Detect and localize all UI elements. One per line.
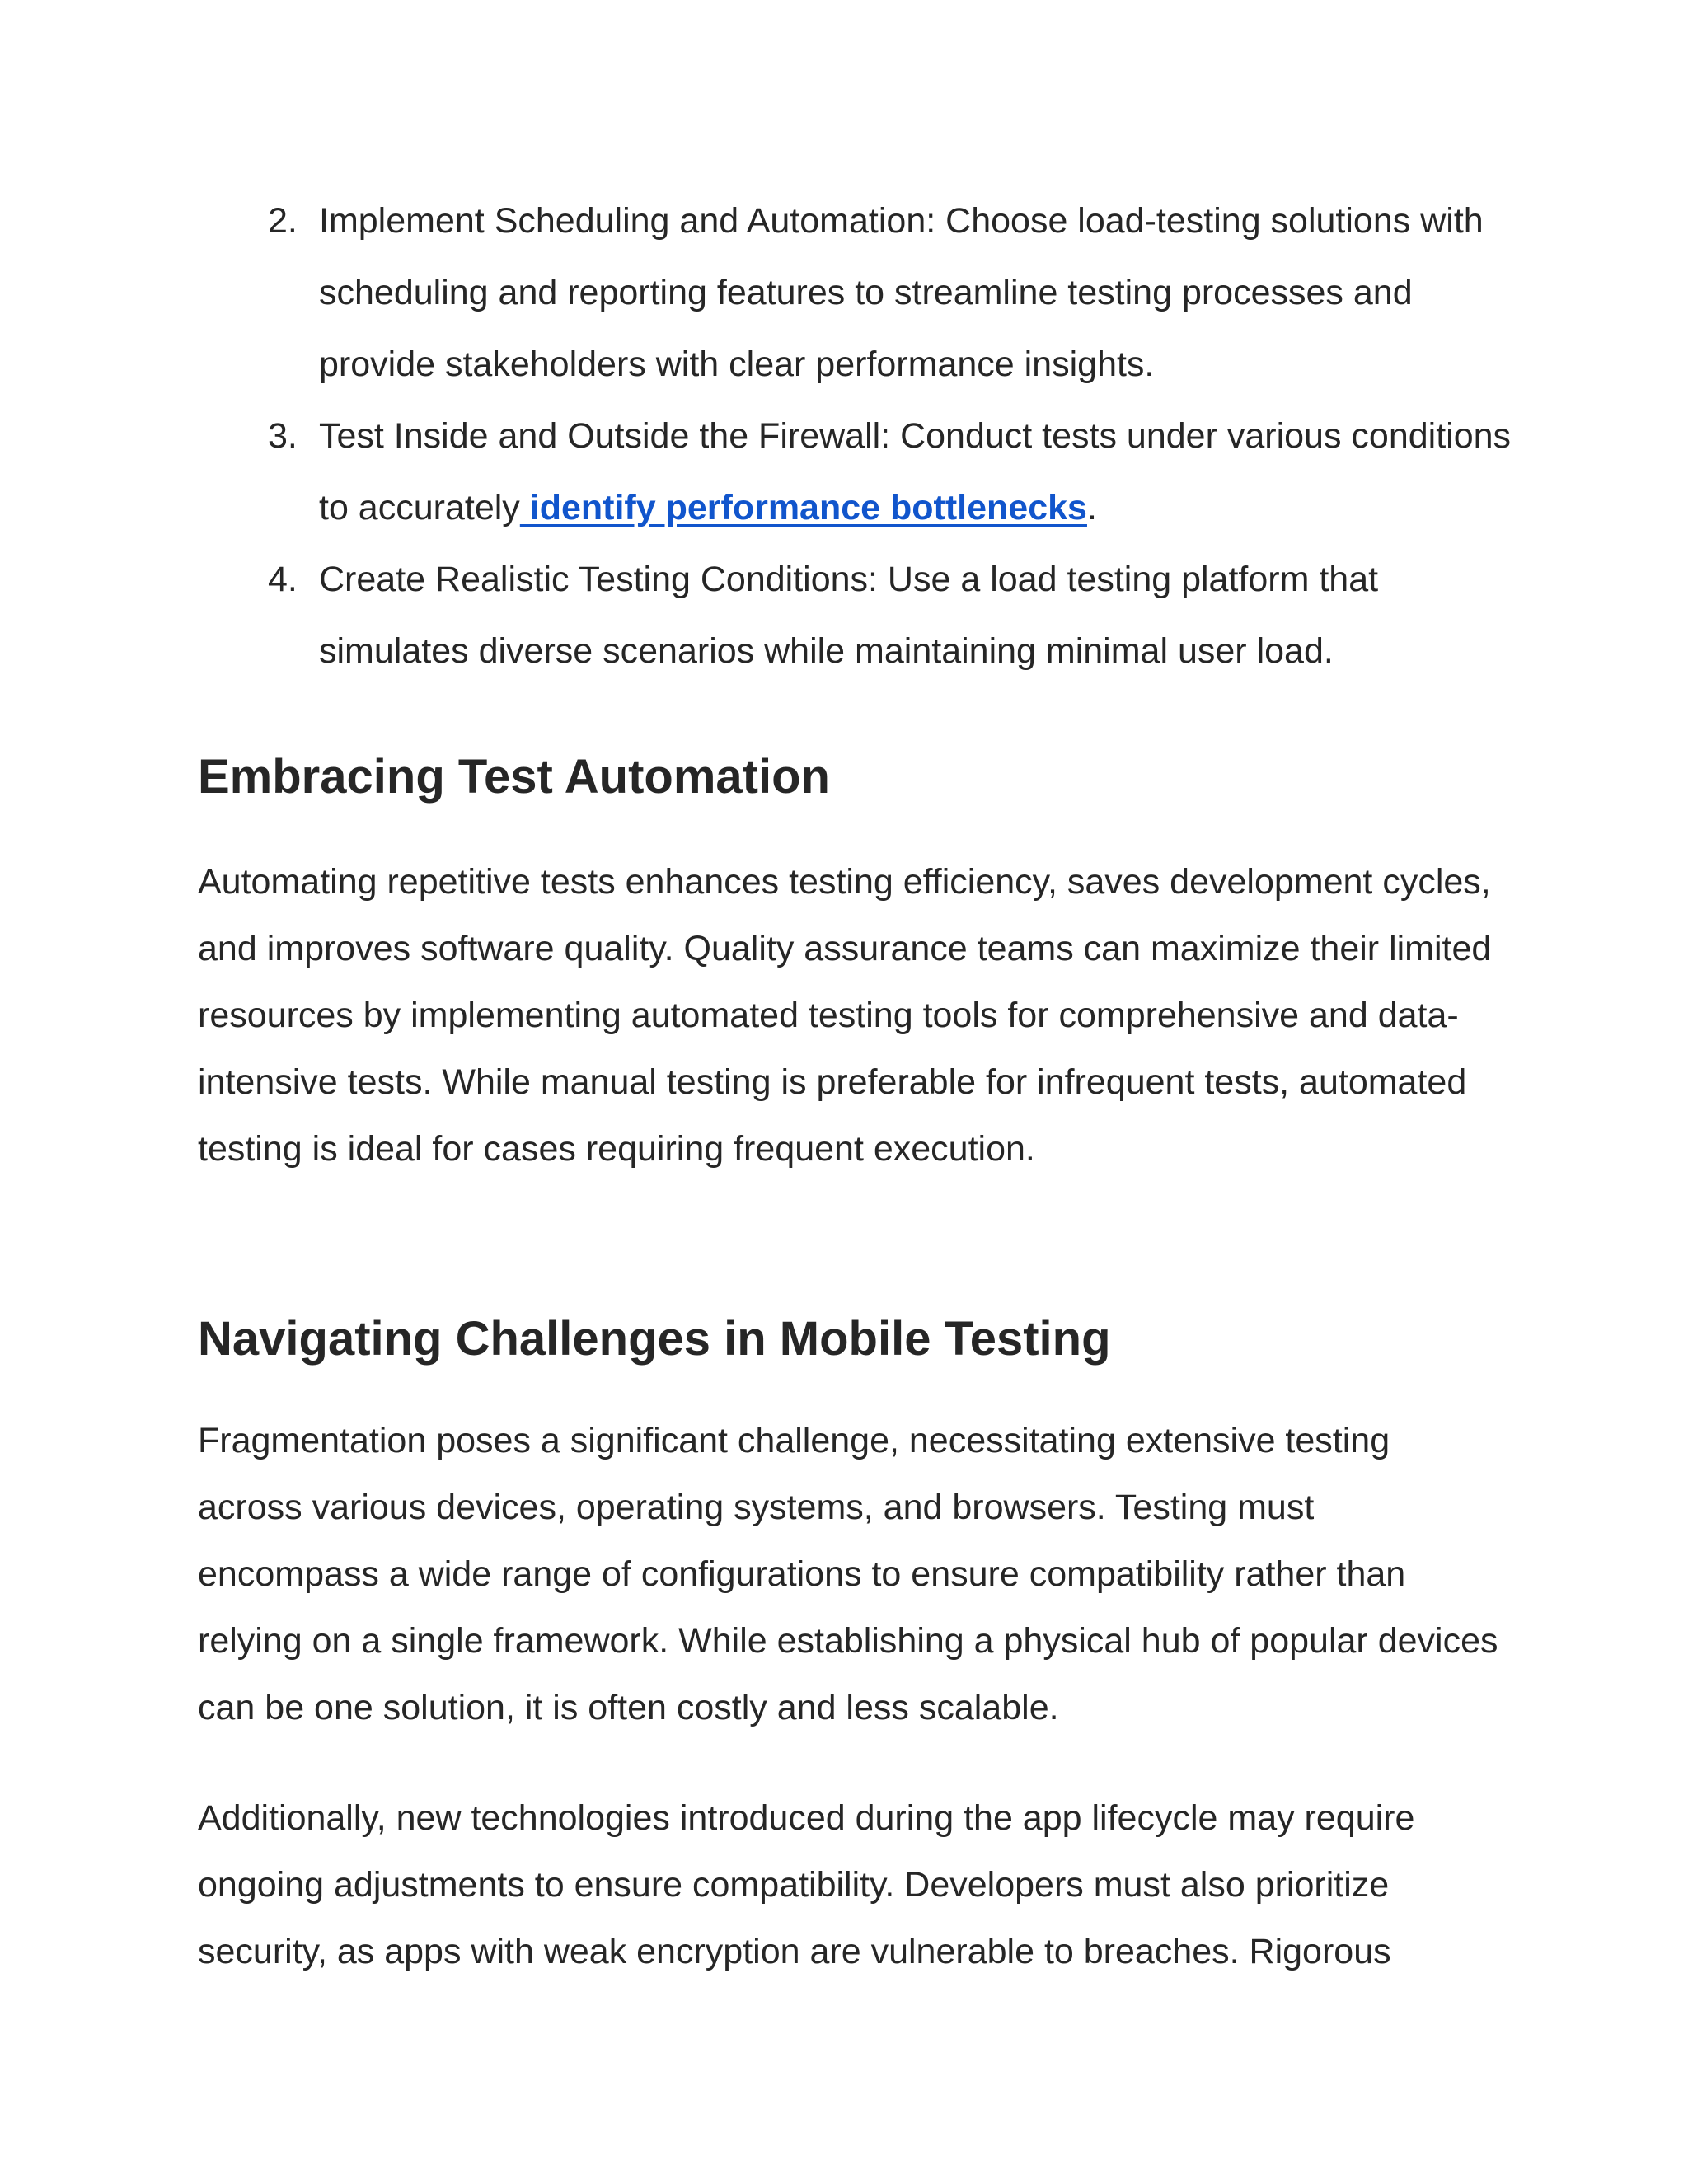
list-item-number: 3. [268,416,298,456]
list-item-text-end: . [1086,488,1097,527]
list-item-number: 4. [268,560,298,599]
list-item-number: 2. [268,201,298,241]
list-item [198,185,1517,401]
numbered-list [198,185,1517,687]
identify-bottlenecks-link[interactable]: identify performance bottlenecks [519,488,1087,527]
section-heading-mobile-testing: Navigating Challenges in Mobile Testing [198,1312,1111,1366]
paragraph-mobile-security: Additionally, new technologies introduced during the app lifecycle may require ongoing adjustments to ensure compatibility. Developers must also prioritize security, as apps with weak encryption are vulnerable to breaches. Rigorous [198,1798,1415,1971]
list-item-text: Test Inside and Outside the Firewall: Conduct tests under various conditions to accurately [319,416,1512,527]
list-item [198,401,1517,544]
list-item-text: Create Realistic Testing Conditions: Use a load testing platform that simulates diverse scenarios while maintaining minimal user load. [319,560,1379,671]
paragraph-mobile-fragmentation: Fragmentation poses a significant challenge, necessitating extensive testing across various devices, operating systems, and browsers. Testing must encompass a wide range of configurations to ensure compatibility rather than relying on a single framework. While establishing a physical hub of popular devices can be one solution, it is often costly and less scalable. [198,1421,1498,1727]
list-item [198,544,1517,687]
list-item-text: Implement Scheduling and Automation: Choose load-testing solutions with scheduling and reporting features to streamline testing processes and provide stakeholders with clear performance insights. [319,201,1484,384]
section-heading-test-automation: Embracing Test Automation [198,750,830,804]
paragraph-test-automation: Automating repetitive tests enhances testing efficiency, saves development cycles, and improves software quality. Quality assurance teams can maximize their limited resources by implementing automated testing tools for comprehensive and data-intensive tests. While manual testing is preferable for infrequent tests, automated testing is ideal for cases requiring frequent execution. [198,862,1492,1169]
